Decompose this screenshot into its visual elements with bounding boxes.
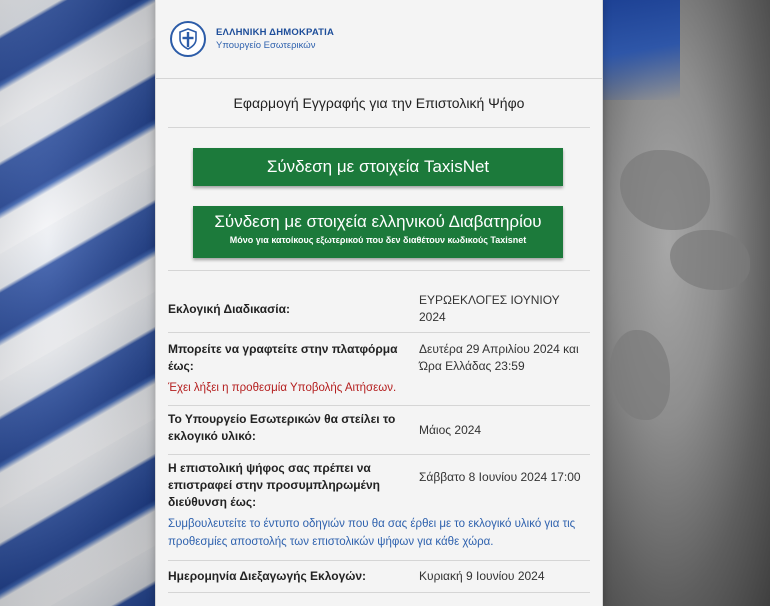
registration-panel (155, 0, 603, 606)
deadline-expired-warning: Έχει λήξει η προθεσμία Υποβολής Αιτήσεων. (168, 382, 397, 394)
greek-emblem-icon (175, 26, 201, 52)
passport-login-label: Σύνδεση με στοιχεία ελληνικού Διαβατηρίου (214, 212, 542, 231)
election-label: Εκλογική Διαδικασία: (168, 302, 291, 316)
election-value: ΕΥΡΩΕΚΛΟΓΕΣ ΙΟΥΝΙΟΥ 2024 (419, 293, 560, 324)
return-deadline-value: Σάββατο 8 Ιουνίου 2024 17:00 (419, 470, 581, 484)
divider (168, 332, 590, 333)
globe-landmass (620, 150, 710, 230)
election-date-label: Ημερομηνία Διεξαγωγής Εκλογών: (168, 569, 367, 583)
divider (168, 405, 590, 406)
greek-flag-background (0, 0, 160, 606)
election-date-value: Κυριακή 9 Ιουνίου 2024 (419, 569, 545, 583)
instructions-note: Συμβουλευτείτε το έντυπο οδηγιών που θα σας έρθει με το εκλογικό υλικό για τις προθεσμίες αποστολής των επιστολικών ψήφων για κάθε χώρα. (168, 518, 576, 548)
greek-flag-background-right (600, 0, 680, 100)
page-title: Εφαρμογή Εγγραφής για την Επιστολική Ψήφο (168, 79, 590, 128)
return-deadline-label: Η επιστολική ψήφος σας πρέπει να επιστραφεί στην προσυμπληρωμένη διεύθυνση έως: (168, 461, 380, 509)
divider (168, 270, 590, 271)
passport-login-sublabel: Μόνο για κατοίκους εξωτερικού που δεν διαθέτουν κωδικούς Taxisnet (229, 235, 527, 245)
globe-landmass (670, 230, 750, 290)
divider (168, 454, 590, 455)
org-name: ΕΛΛΗΝΙΚΗ ΔΗΜΟΚΡΑΤΙΑ (216, 27, 335, 38)
passport-login-button[interactable] (193, 206, 563, 258)
organization-block (216, 26, 334, 52)
taxisnet-login-button[interactable]: Σύνδεση με στοιχεία TaxisNet (193, 148, 563, 186)
registration-deadline-value: Δευτέρα 29 Απριλίου 2024 και Ώρα Ελλάδας 23:59 (419, 342, 579, 373)
material-value: Μάιος 2024 (419, 423, 482, 437)
material-label: Το Υπουργείο Εσωτερικών θα στείλει το εκλογικό υλικό: (168, 412, 396, 443)
coat-of-arms-logo (170, 21, 206, 57)
divider (168, 560, 590, 561)
ministry-name: Υπουργείο Εσωτερικών (216, 40, 316, 51)
globe-landmass (610, 330, 670, 420)
registration-deadline-label: Μπορείτε να γραφτείτε στην πλατφόρμα έως: (168, 342, 398, 373)
divider (168, 592, 590, 593)
site-header (156, 0, 602, 79)
